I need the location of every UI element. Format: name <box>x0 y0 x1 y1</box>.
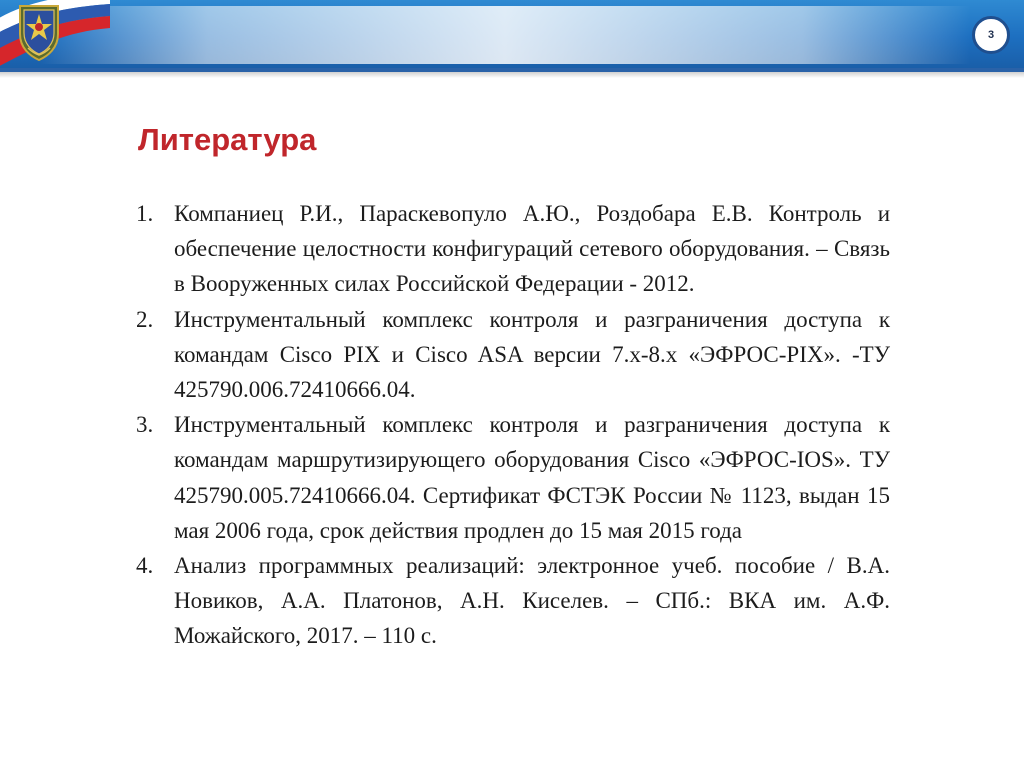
reference-text: Анализ программных реализаций: электронное учеб. пособие / В.А. Новиков, А.А. Платонов, А.Н. Киселев. – СПб.: ВКА им. А.Ф. Можайского, 2017. – 110 с. <box>174 553 890 649</box>
reference-number: 4. <box>136 553 154 579</box>
header-shadow <box>0 72 1024 78</box>
reference-item <box>120 196 890 302</box>
reference-item <box>120 302 890 408</box>
reference-number: 3. <box>136 412 154 438</box>
page-number-badge: 3 <box>972 16 1010 54</box>
header-glow <box>40 6 970 64</box>
reference-item <box>120 407 890 548</box>
reference-text: Инструментальный комплекс контроля и разграничения доступа к командам Cisco PIX и Cisco ASA версии 7.x-8.x «ЭФРОС-PIX». -ТУ 425790.006.72410666.04. <box>174 306 890 403</box>
reference-item <box>120 548 890 654</box>
page-title: Литература <box>138 122 317 157</box>
reference-text: Инструментальный комплекс контроля и разграничения доступа к командам маршрутизирующего оборудования Cisco «ЭФРОС-IOS». ТУ 425790.005.72410666.04. Сертификат ФСТЭК России № 1123, выдан 15 мая 2006 года, срок действия продлен до 15 мая 2015 года <box>174 412 890 543</box>
reference-text: Компаниец Р.И., Параскевопуло А.Ю., Роздобара Е.В. Контроль и обеспечение целостности конфигураций сетевого оборудования. – Связь в Вооруженных силах Российской Федерации - 2012. <box>174 201 890 297</box>
academy-emblem-icon <box>14 0 64 64</box>
reference-number: 2. <box>136 306 154 332</box>
references-list <box>120 196 890 654</box>
slide-header <box>0 0 1024 78</box>
reference-number: 1. <box>136 201 154 226</box>
